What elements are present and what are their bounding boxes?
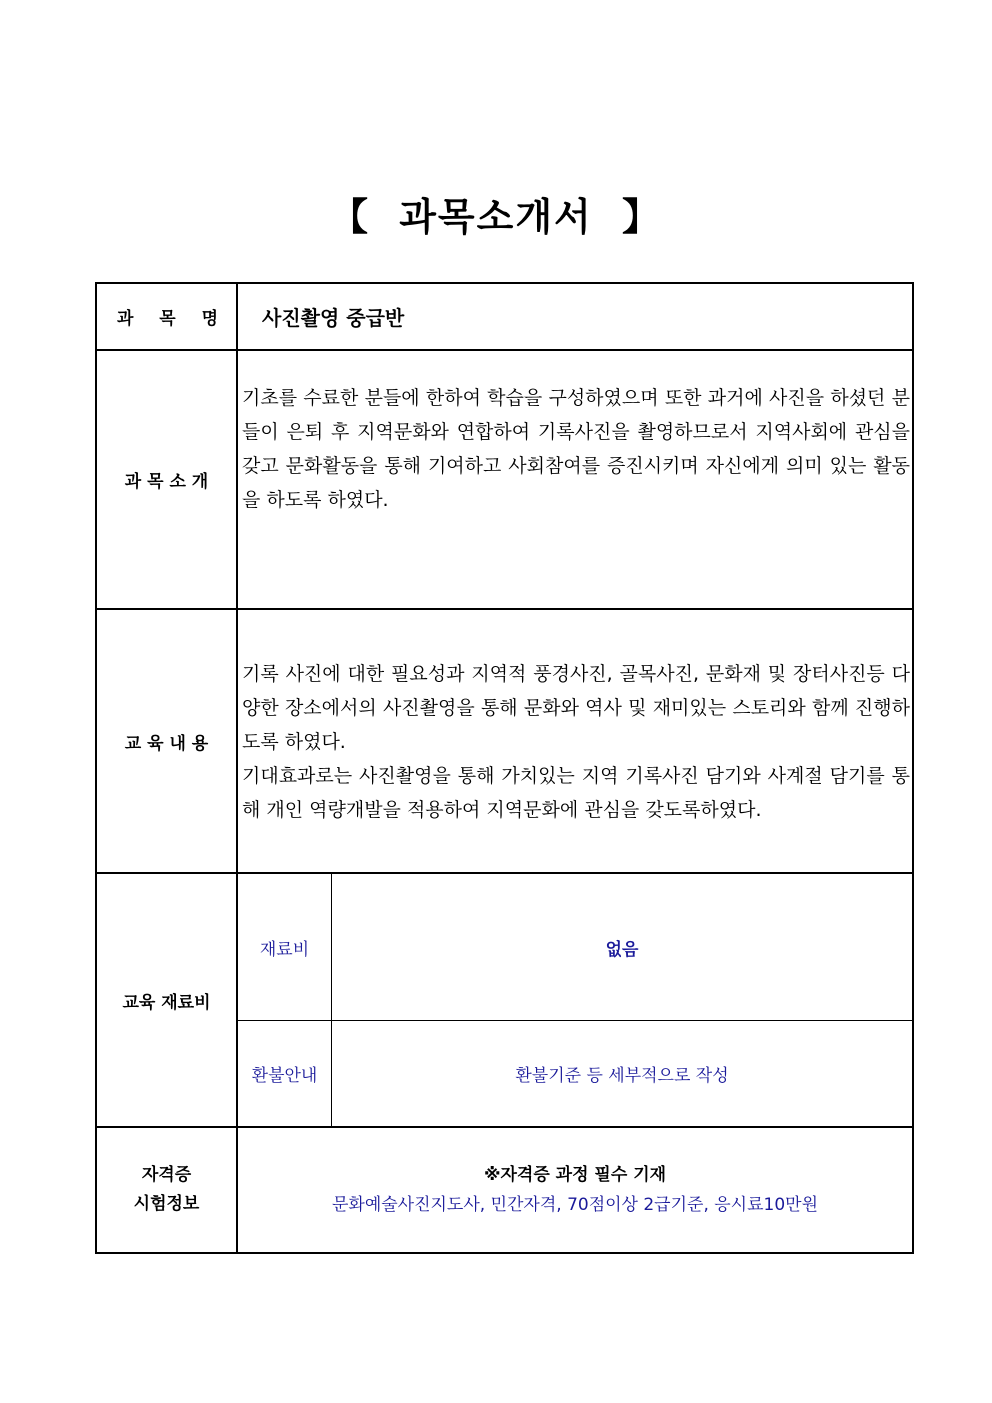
fee-label: 재료비 <box>259 939 310 960</box>
course-name-label: 과 목 명 <box>117 309 218 329</box>
title-bracket-close: 】 <box>622 195 663 239</box>
course-intro-paragraph: 기초를 수료한 분들에 한하여 학습을 구성하였으며 또한 과거에 사진을 하셨던 분들이 은퇴 후 지역문화와 연합하여 기록사진을 촬영하므로서 지역사회에 관심을 갖고 문화활동을 통해 기여하고 사회참여를 증진시키며 자신에게 의미 있는 활동을 하도록 하였다. <box>242 387 910 511</box>
course-intro-text <box>238 381 912 531</box>
fee-value: 없음 <box>605 939 639 960</box>
edu-content-text <box>238 657 912 837</box>
course-intro-label: 과 목 소 개 <box>124 472 209 492</box>
certificate-note: ※자격증 과정 필수 기재 <box>483 1165 667 1185</box>
certificate-label-line1: 자격증 <box>141 1165 192 1185</box>
table-border-bottom <box>95 1252 914 1254</box>
certificate-label-line2: 시험정보 <box>133 1194 200 1214</box>
document-title <box>0 186 992 241</box>
refund-value: 환불기준 등 세부적으로 작성 <box>515 1066 729 1086</box>
edu-content-label: 교 육 내 용 <box>124 733 209 754</box>
certificate-info <box>238 1128 912 1252</box>
table-border-right <box>912 282 914 1254</box>
edu-content-paragraph-1: 기록 사진에 대한 필요성과 지역적 풍경사진, 골목사진, 문화재 및 장터사진등 다양한 장소에서의 사진촬영을 통해 문화와 역사 및 재미있는 스토리와 함께 진행하도록 하였다. <box>242 663 910 753</box>
title-text: 과목소개서 <box>399 195 593 239</box>
edu-content-paragraph-2: 기대효과로는 사진촬영을 통해 가치있는 지역 기록사진 담기와 사계절 담기를 통해 개인 역량개발을 적용하여 지역문화에 관심을 갖도록하였다. <box>242 765 910 821</box>
certificate-details: 문화예술사진지도사, 민간자격, 70점이상 2급기준, 응시료10만원 <box>331 1195 819 1215</box>
certificate-label <box>97 1128 236 1252</box>
refund-label: 환불안내 <box>251 1066 318 1086</box>
title-bracket-open: 【 <box>329 195 370 239</box>
course-name-value: 사진촬영 중급반 <box>262 306 405 330</box>
material-fee-label: 교육 재료비 <box>122 992 211 1013</box>
